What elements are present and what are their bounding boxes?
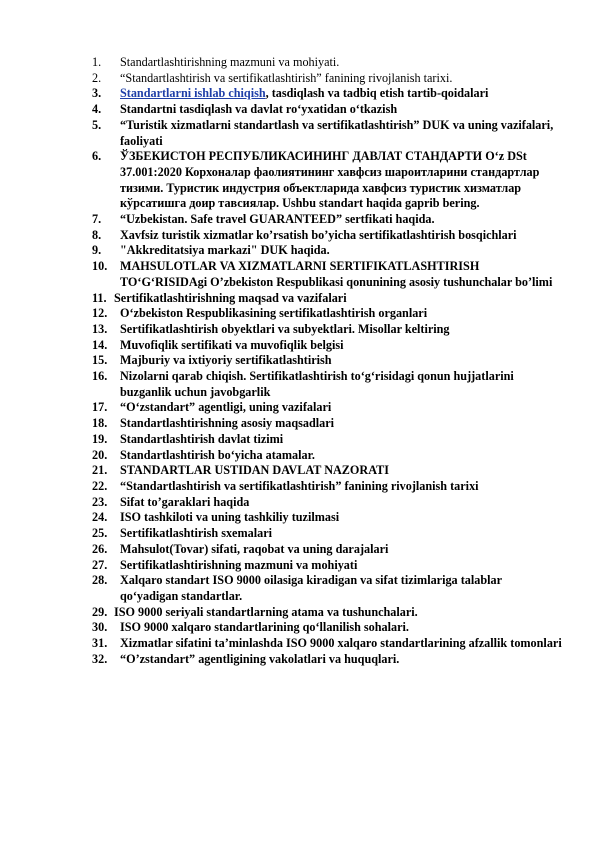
item-text: ISO 9000 xalqaro standartlarining qo‘llanilish sohalari. xyxy=(120,620,409,635)
item-text: O‘zbekiston Respublikasining sertifikatlashtirish organlari xyxy=(120,306,428,321)
list-item xyxy=(92,149,562,212)
list-item xyxy=(92,605,562,621)
item-number: 26. xyxy=(92,541,108,556)
item-text: ISO 9000 seriyali standartlarning atama va tushunchalari. xyxy=(114,604,418,619)
list-item xyxy=(92,55,562,71)
item-text: Muvofiqlik sertifikati va muvofiqlik belgisi xyxy=(120,337,344,352)
item-number: 10. xyxy=(92,259,108,274)
item-text: Standartlashtirish bo‘yicha atamalar. xyxy=(120,447,315,462)
list-item xyxy=(92,448,562,464)
list-item xyxy=(92,573,562,604)
list-item xyxy=(92,86,562,102)
list-item xyxy=(92,479,562,495)
item-number: 3. xyxy=(92,86,102,101)
item-text: “Uzbekistan. Safe travel GUARANTEED” sertfikati haqida. xyxy=(120,212,435,227)
item-number: 6. xyxy=(92,149,102,164)
list-item xyxy=(92,118,562,149)
item-number: 32. xyxy=(92,651,108,666)
item-text: Sertifikatlashtirish obyektlari va subyektlari. Misollar keltiring xyxy=(120,321,450,336)
item-number: 18. xyxy=(92,416,108,431)
list-item xyxy=(92,243,562,259)
item-text: STANDARTLAR USTIDAN DAVLAT NAZORATI xyxy=(120,463,389,478)
item-text: Mahsulot(Tovar) sifati, raqobat va uning darajalari xyxy=(120,541,389,556)
item-text: Nizolarni qarab chiqish. Sertifikatlashtirish to‘g‘risidagi qonun hujjatlarini buzganlik uchun javobgarlik xyxy=(120,369,514,399)
list-item xyxy=(92,259,562,290)
item-text: Xavfsiz turistik xizmatlar ko’rsatish bo’yicha sertifikatlashtirish bosqichlari xyxy=(120,227,517,242)
item-text: , tasdiqlash va tadbiq etish tartib-qoidalari xyxy=(265,86,489,101)
item-text: Sertifikatlashtirishning mazmuni va mohiyati xyxy=(120,557,358,572)
item-text: “Standartlashtirish va sertifikatlashtirish” fanining rivojlanish tarixi xyxy=(120,478,479,493)
item-text: Sifat to’garaklari haqida xyxy=(120,494,250,509)
item-text: "Akkreditatsiya markazi" DUK haqida. xyxy=(120,243,330,258)
item-text: Sertifikatlashtirish sxemalari xyxy=(120,526,272,541)
list-item xyxy=(92,369,562,400)
item-number: 24. xyxy=(92,510,108,525)
list-item xyxy=(92,353,562,369)
list-item xyxy=(92,495,562,511)
item-number: 2. xyxy=(92,70,102,85)
list-item xyxy=(92,306,562,322)
list-item xyxy=(92,652,562,668)
hyperlink-standartlarni-ishlab-chiqish[interactable]: Standartlarni ishlab chiqish xyxy=(120,86,266,101)
item-number: 13. xyxy=(92,321,108,336)
item-number: 1. xyxy=(92,55,102,69)
item-number: 21. xyxy=(92,463,108,478)
item-number: 29. xyxy=(92,604,108,619)
item-number: 17. xyxy=(92,400,108,415)
item-text: Xizmatlar sifatini ta’minlashda ISO 9000 xalqaro standartlarining afzallik tomonlari xyxy=(120,636,562,651)
item-number: 22. xyxy=(92,478,108,493)
item-number: 7. xyxy=(92,212,102,227)
list-item xyxy=(92,620,562,636)
list-item xyxy=(92,463,562,479)
item-number: 14. xyxy=(92,337,108,352)
item-number: 12. xyxy=(92,306,108,321)
item-number: 25. xyxy=(92,526,108,541)
item-number: 4. xyxy=(92,102,102,117)
item-text: MAHSULOTLAR VA XIZMATLARNI SERTIFIKATLASHTIRISH TO‘G‘RISIDAgi O’zbekiston Respublikasi qonunining asosiy tushunchalar bo’limi xyxy=(120,259,553,289)
item-text: “O’zstandart” agentligining vakolatlari va huquqlari. xyxy=(120,651,400,666)
item-text: Xalqaro standart ISO 9000 oilasiga kiradigan va sifat tizimlariga talablar qo‘yadigan standartlar. xyxy=(120,573,502,603)
item-number: 27. xyxy=(92,557,108,572)
item-number: 11. xyxy=(92,290,107,305)
item-number: 20. xyxy=(92,447,108,462)
item-number: 19. xyxy=(92,431,108,446)
list-item xyxy=(92,338,562,354)
item-text: Standartni tasdiqlash va davlat ro‘yxatidan o‘tkazish xyxy=(120,102,398,117)
list-item xyxy=(92,228,562,244)
list-item xyxy=(92,291,562,307)
list-item xyxy=(92,400,562,416)
list-item xyxy=(92,322,562,338)
item-text: Standartlashtirishning mazmuni va mohiyati. xyxy=(120,55,340,69)
list-item xyxy=(92,71,562,87)
item-number: 5. xyxy=(92,117,102,132)
item-text: “Standartlashtirish va sertifikatlashtirish” fanining rivojlanish tarixi. xyxy=(120,70,453,85)
item-number: 30. xyxy=(92,620,108,635)
item-number: 31. xyxy=(92,636,108,651)
item-text: ISO tashkiloti va uning tashkiliy tuzilmasi xyxy=(120,510,340,525)
item-number: 23. xyxy=(92,494,108,509)
item-text: “Turistik xizmatlarni standartlash va sertifikatlashtirish” DUK va uning vazifalari, faoliyati xyxy=(120,117,554,148)
item-number: 28. xyxy=(92,573,108,588)
list-item xyxy=(92,212,562,228)
item-text: “O‘zstandart” agentligi, uning vazifalari xyxy=(120,400,332,415)
list-item xyxy=(92,416,562,432)
item-text: ЎЗБЕКИСТОН РЕСПУБЛИКАСИНИНГ ДАВЛАТ СТАНДАРТИ O‘z DSt 37.001:2020 Корхоналар фаолиятининг хавфсиз шароитларини стандартлар тизими. Туристик индустрия объектларида хавфсиз туристик хизматлар кўрсатишга доир тавсиялар. Ushbu standart haqida gaprib bering. xyxy=(120,149,540,211)
list-item xyxy=(92,636,562,652)
item-text: Standartlashtirishning asosiy maqsadlari xyxy=(120,416,335,431)
list-item xyxy=(92,542,562,558)
question-list xyxy=(92,55,562,667)
list-item xyxy=(92,526,562,542)
item-number: 15. xyxy=(92,353,108,368)
list-item xyxy=(92,432,562,448)
list-item xyxy=(92,102,562,118)
item-text: Standartlashtirish davlat tizimi xyxy=(120,431,284,446)
item-text: Sertifikatlashtirishning maqsad va vazifalari xyxy=(114,290,347,305)
item-number: 8. xyxy=(92,227,102,242)
item-text: Majburiy va ixtiyoriy sertifikatlashtirish xyxy=(120,353,332,368)
item-number: 9. xyxy=(92,243,102,258)
list-item xyxy=(92,558,562,574)
list-item xyxy=(92,510,562,526)
item-number: 16. xyxy=(92,369,108,384)
